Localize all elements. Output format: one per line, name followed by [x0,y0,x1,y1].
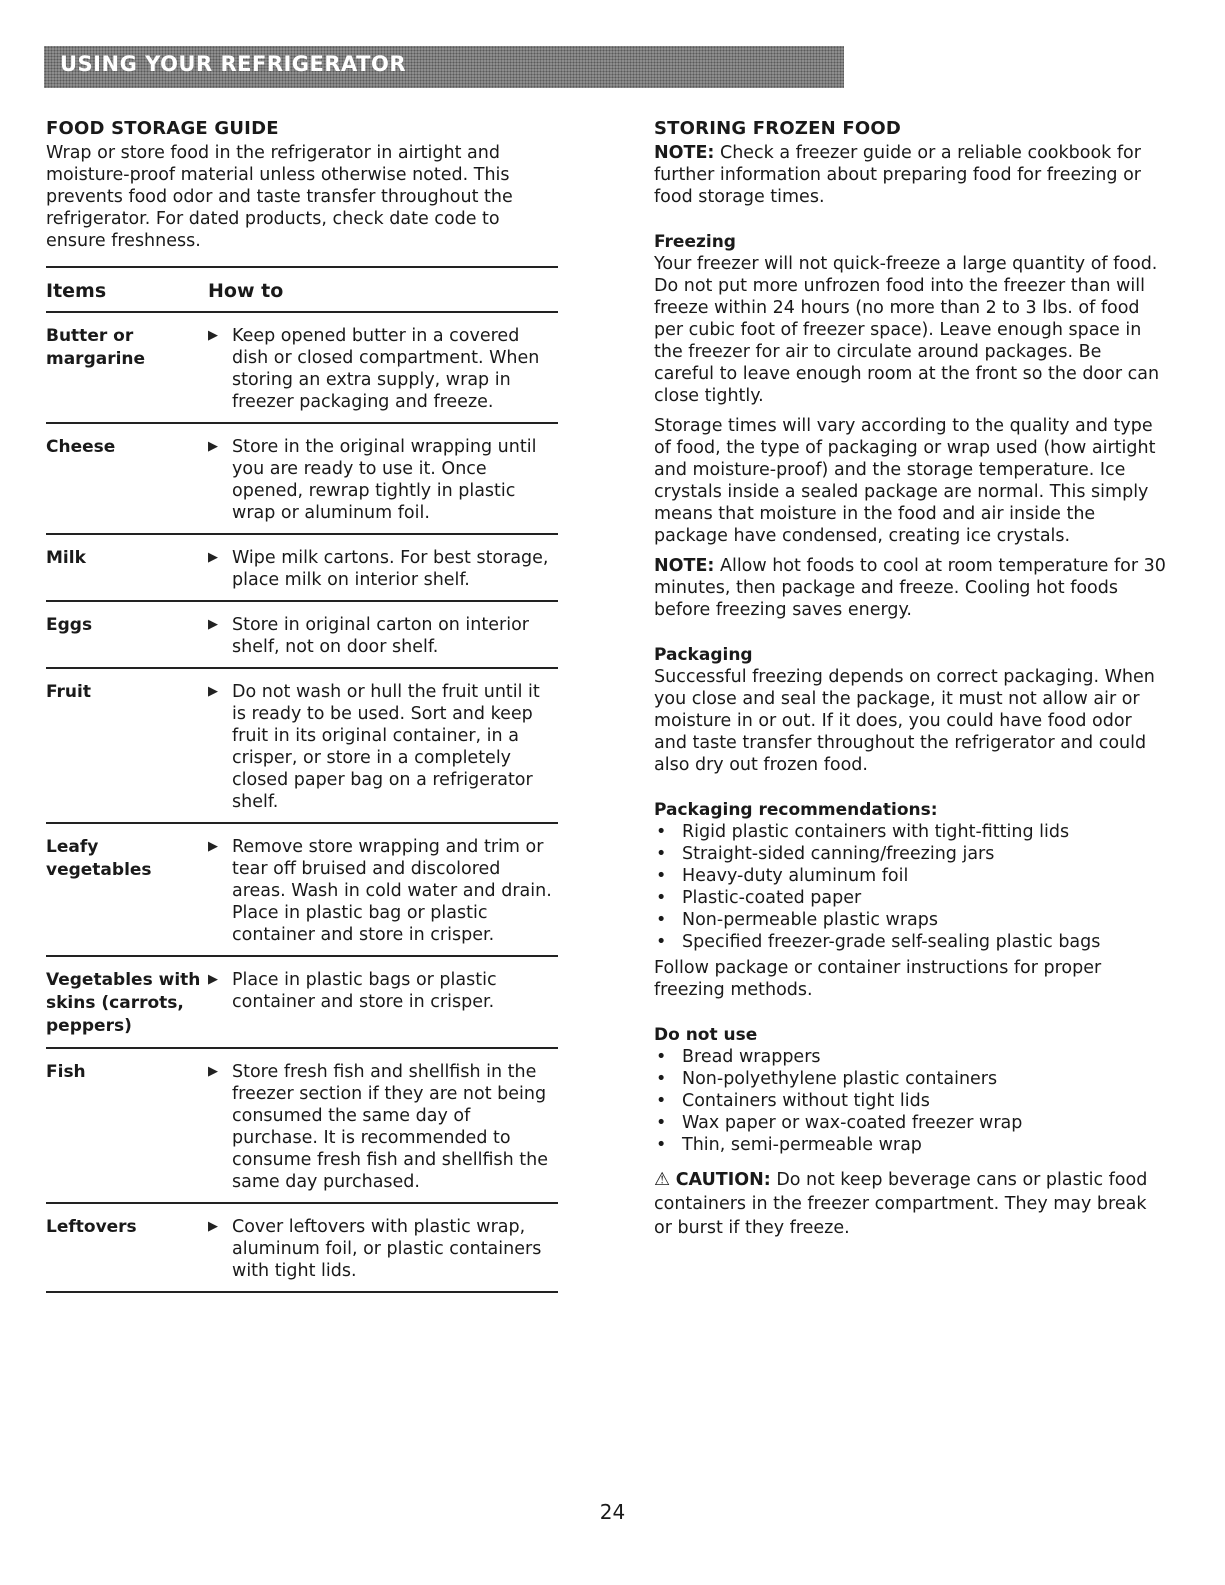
item-howto: Keep opened butter in a covered dish or closed compartment. When storing an extra supply, wrap in freezer packaging and freeze. [232,326,540,412]
table-row [46,534,558,601]
recommendations-heading: Packaging recommendations: [654,800,938,820]
food-storage-guide [46,118,558,1293]
list-item [654,1134,1166,1156]
list-item-text: Heavy-duty aluminum foil [682,866,909,886]
column-header-items: Items [46,267,208,312]
bullet-icon: • [656,1047,667,1067]
caution-text: Do not keep beverage cans or plastic food containers in the freezer compartment. They may break or burst if they freeze. [654,1170,1148,1238]
list-item-text: Plastic-coated paper [682,888,862,908]
item-howto-cell [208,1048,558,1203]
list-item-text: Non-polyethylene plastic containers [682,1069,998,1089]
triangle-right-icon: ▶ [208,839,218,854]
bullet-icon: • [656,1069,667,1089]
warning-triangle-icon: ⚠ [654,1169,671,1190]
note-text: Check a freezer guide or a reliable cookbook for further information about preparing food for freezing or food storage times. [654,143,1141,207]
triangle-right-icon: ▶ [208,684,218,699]
list-item-text: Specified freezer-grade self-sealing plastic bags [682,932,1101,952]
note-text: Allow hot foods to cool at room temperature for 30 minutes, then package and freeze. Cooling hot foods before freezing saves energy. [654,556,1166,620]
table-row [46,1048,558,1203]
item-howto: Do not wash or hull the fruit until it is ready to be used. Sort and keep fruit in its original container, in a crisper, or store in a completely closed paper bag on a refrigerator shelf. [232,682,540,812]
page-number: 24 [599,1500,626,1524]
do-not-use-list [654,1046,1166,1156]
list-item [654,887,1166,909]
item-howto-cell [208,956,558,1048]
bullet-icon: • [656,932,667,952]
item-howto-cell [208,1203,558,1292]
item-name: Milk [46,534,208,601]
item-name: Vegetables with skins (carrots, peppers) [46,956,208,1048]
item-name: Cheese [46,423,208,534]
column-header-howto: How to [208,267,558,312]
storage-table [46,266,558,1293]
list-item-text: Thin, semi-permeable wrap [682,1135,922,1155]
freezing-heading: Freezing [654,232,736,252]
triangle-right-icon: ▶ [208,439,218,454]
freezing-text: Your freezer will not quick-freeze a large quantity of food. Do not put more unfrozen food into the freezer than will freeze within 24 hours (no more than 2 to 3 lbs. of food per cubic foot of freezer space). Leave enough space in the freezer for air to circulate around packages. Be careful to leave enough room at the front so the door can close tightly. [654,254,1160,406]
bullet-icon: • [656,888,667,908]
item-howto: Store fresh fish and shellfish in the freezer section if they are not being consumed the same day of purchase. It is recommended to consume fresh fish and shellfish the same day purchased. [232,1062,549,1192]
item-howto-cell [208,668,558,823]
table-row [46,823,558,956]
item-howto: Place in plastic bags or plastic container and store in crisper. [232,970,497,1012]
table-row [46,1203,558,1292]
list-item-text: Bread wrappers [682,1047,821,1067]
guide-title: FOOD STORAGE GUIDE [46,118,279,139]
section-banner [44,46,844,88]
item-howto-cell [208,823,558,956]
triangle-right-icon: ▶ [208,617,218,632]
bullet-icon: • [656,1113,667,1133]
item-howto-cell [208,312,558,423]
item-howto: Wipe milk cartons. For best storage, place milk on interior shelf. [232,548,549,590]
bullet-icon: • [656,910,667,930]
item-howto-cell [208,423,558,534]
caution-paragraph [654,1168,1166,1240]
triangle-right-icon: ▶ [208,1219,218,1234]
table-row [46,956,558,1048]
freezing-section [654,232,1166,621]
packaging-heading: Packaging [654,645,753,665]
list-item [654,931,1166,953]
item-name: Leafy vegetables [46,823,208,956]
note-paragraph-1 [654,142,1166,208]
triangle-right-icon: ▶ [208,972,218,987]
storage-table-body [46,312,558,1292]
item-howto: Cover leftovers with plastic wrap, aluminum foil, or plastic containers with tight lids. [232,1217,542,1281]
list-item [654,1112,1166,1134]
recommendations-list [654,821,1166,953]
list-item-text: Straight-sided canning/freezing jars [682,844,995,864]
bullet-icon: • [656,822,667,842]
item-name: Butter or margarine [46,312,208,423]
item-name: Eggs [46,601,208,668]
table-row [46,312,558,423]
item-howto: Remove store wrapping and trim or tear off bruised and discolored areas. Wash in cold water and drain. Place in plastic bag or plastic container and store in crisper. [232,837,552,945]
item-name: Fish [46,1048,208,1203]
do-not-use-section [654,1025,1166,1156]
caution-label: CAUTION: [675,1170,771,1190]
guide-intro: Wrap or store food in the refrigerator in airtight and moisture-proof material unless otherwise noted. This prevents food odor and taste transfer throughout the refrigerator. For dated products, check date code to ensure freshness. [46,143,513,251]
bullet-icon: • [656,1091,667,1111]
triangle-right-icon: ▶ [208,1064,218,1079]
item-howto-cell [208,534,558,601]
item-howto: Store in the original wrapping until you are ready to use it. Once opened, rewrap tightly in plastic wrap or aluminum foil. [232,437,537,523]
table-row [46,668,558,823]
storage-times-text: Storage times will vary according to the quality and type of food, the type of packaging or wrap used (how airtight and moisture-proof) and the storage temperature. Ice crystals inside a sealed package are normal. This simply means that moisture in the food and air inside the package have condensed, creating ice crystals. [654,416,1156,546]
list-item [654,865,1166,887]
list-item-text: Containers without tight lids [682,1091,930,1111]
bullet-icon: • [656,866,667,886]
list-item [654,909,1166,931]
note-label: NOTE: [654,143,715,163]
bullet-icon: • [656,1135,667,1155]
note-label: NOTE: [654,556,715,576]
packaging-section [654,645,1166,776]
list-item [654,1090,1166,1112]
table-row [46,601,558,668]
note-paragraph-2 [654,555,1166,621]
triangle-right-icon: ▶ [208,328,218,343]
do-not-use-heading: Do not use [654,1025,758,1045]
storing-frozen-food [654,118,1166,1258]
section-title: USING YOUR REFRIGERATOR [60,52,407,76]
frozen-title: STORING FROZEN FOOD [654,118,901,139]
recommendations-follow: Follow package or container instructions for proper freezing methods. [654,958,1102,1000]
table-row [46,423,558,534]
packaging-text: Successful freezing depends on correct packaging. When you close and seal the package, it must not allow air or moisture in or out. If it does, you could have food odor and taste transfer throughout the refrigerator and could also dry out frozen food. [654,667,1155,775]
item-howto: Store in original carton on interior shelf, not on door shelf. [232,615,529,657]
list-item-text: Wax paper or wax-coated freezer wrap [682,1113,1023,1133]
list-item [654,1046,1166,1068]
item-name: Fruit [46,668,208,823]
item-name: Leftovers [46,1203,208,1292]
item-howto-cell [208,601,558,668]
list-item-text: Non-permeable plastic wraps [682,910,938,930]
bullet-icon: • [656,844,667,864]
recommendations-section [654,800,1166,1001]
triangle-right-icon: ▶ [208,550,218,565]
list-item-text: Rigid plastic containers with tight-fitting lids [682,822,1070,842]
list-item [654,1068,1166,1090]
list-item [654,821,1166,843]
list-item [654,843,1166,865]
